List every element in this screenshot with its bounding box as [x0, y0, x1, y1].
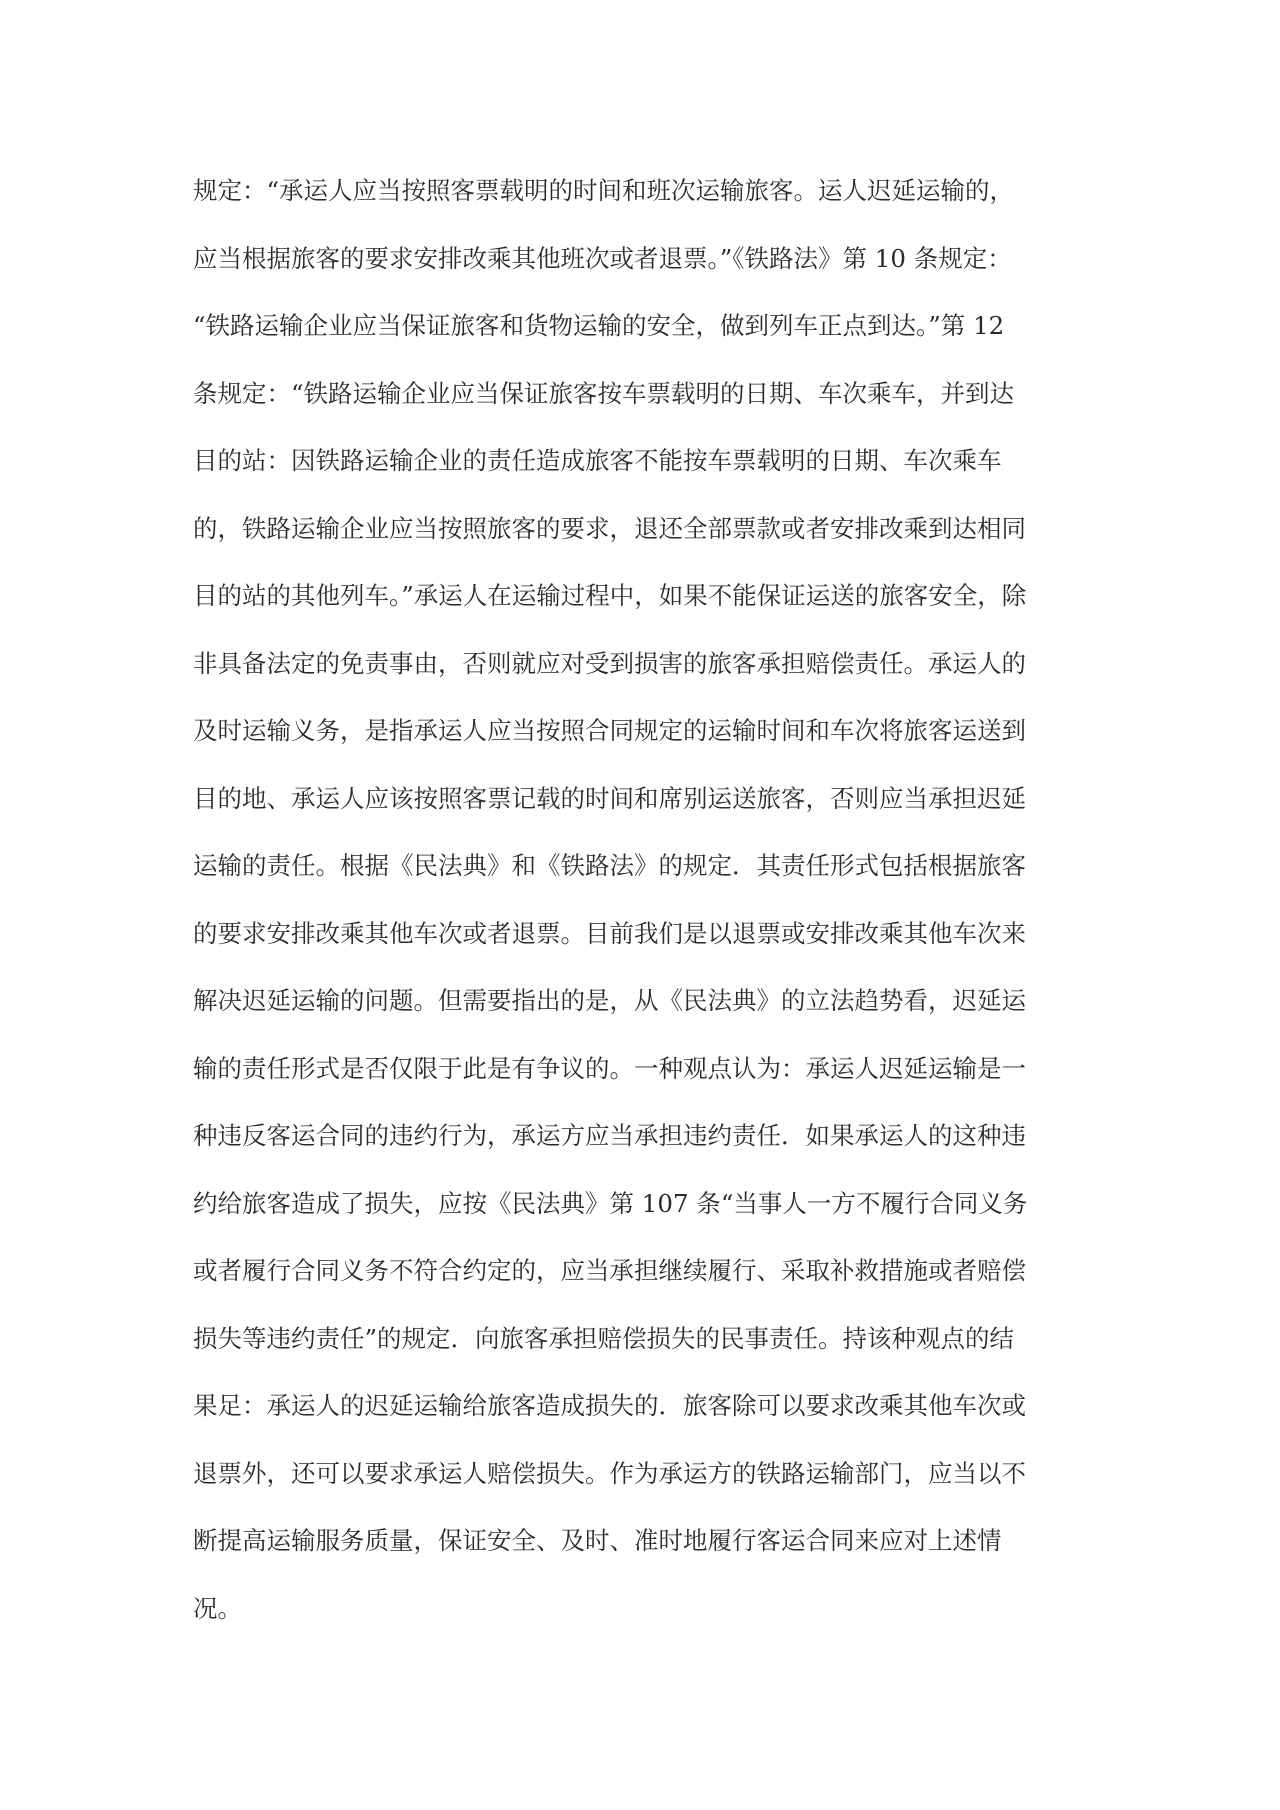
text-line: 退票外，还可以要求承运人赔偿损失。作为承运方的铁路运输部门，应当以不 [193, 1459, 1026, 1488]
text-line: 或者履行合同义务不符合约定的，应当承担继续履行、采取补救措施或者赔偿 [193, 1256, 1026, 1285]
text-line: 应当根据旅客的要求安排改乘其他班次或者退票。”《铁路法》第 10 条规定： [193, 244, 1012, 273]
text-line: 目的站的其他列车。”承运人在运输过程中，如果不能保证运送的旅客安全，除 [193, 581, 1027, 610]
text-line: 目的站：因铁路运输企业的责任造成旅客不能按车票载明的日期、车次乘车 [193, 446, 1002, 475]
text-line: 的，铁路运输企业应当按照旅客的要求，退还全部票款或者安排改乘到达相同 [193, 514, 1026, 543]
text-line: 况。 [193, 1594, 242, 1623]
text-line: 种违反客运合同的违约行为，承运方应当承担违约责任．如果承运人的这种违 [193, 1121, 1026, 1150]
text-line: 输的责任形式是否仅限于此是有争议的。一种观点认为：承运人迟延运输是一 [193, 1054, 1026, 1083]
text-line: 断提高运输服务质量，保证安全、及时、准时地履行客运合同来应对上述情 [193, 1526, 1002, 1555]
text-line: 规定：“承运人应当按照客票载明的时间和班次运输旅客。运人迟延运输的， [193, 176, 1015, 205]
text-line: 的要求安排改乘其他车次或者退票。目前我们是以退票或安排改乘其他车次来 [193, 919, 1026, 948]
text-line: 目的地、承运人应该按照客票记载的时间和席别运送旅客，否则应当承担迟延 [193, 784, 1026, 813]
text-line: 及时运输义务，是指承运人应当按照合同规定的运输时间和车次将旅客运送到 [193, 716, 1026, 745]
text-line: 运输的责任。根据《民法典》和《铁路法》的规定．其责任形式包括根据旅客 [193, 851, 1026, 880]
text-line: “铁路运输企业应当保证旅客和货物运输的安全，做到列车正点到达。”第 12 [193, 311, 1005, 340]
text-line: 条规定：“铁路运输企业应当保证旅客按车票载明的日期、车次乘车，并到达 [193, 379, 1015, 408]
text-line: 损失等违约责任”的规定．向旅客承担赔偿损失的民事责任。持该种观点的结 [193, 1324, 1015, 1353]
text-line: 非具备法定的免责事由，否则就应对受到损害的旅客承担赔偿责任。承运人的 [193, 649, 1026, 678]
text-line: 果足：承运人的迟延运输给旅客造成损失的．旅客除可以要求改乘其他车次或 [193, 1391, 1026, 1420]
text-line: 约给旅客造成了损失，应按《民法典》第 107 条“当事人一方不履行合同义务 [193, 1189, 1028, 1218]
text-line: 解决迟延运输的问题。但需要指出的是，从《民法典》的立法趋势看，迟延运 [193, 986, 1026, 1015]
